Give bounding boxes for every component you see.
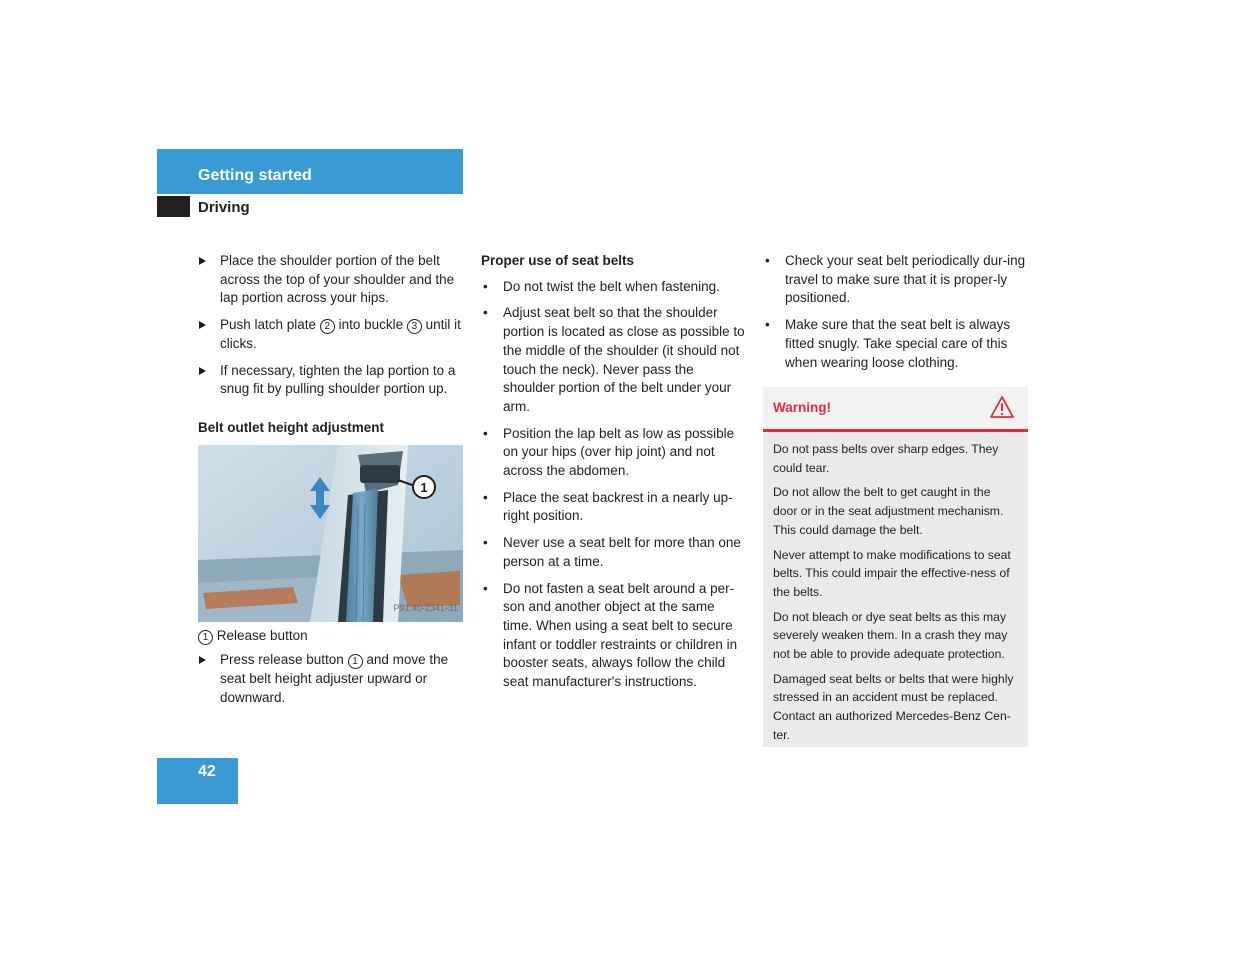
step-text: Place the shoulder portion of the belt across the top of your shoulder and the lap portion across your hips. (220, 253, 455, 306)
caption-text: Release button (216, 627, 308, 643)
warning-box (763, 387, 1028, 747)
step-text: If necessary, tighten the lap portion to a snug fit by pulling shoulder portion up. (220, 362, 456, 397)
step-text: and move the seat belt height adjuster upward or downward. (220, 652, 449, 705)
chapter-title: Getting started (198, 167, 312, 184)
figure-code: P91.40-2341-31 (393, 602, 458, 613)
page-number: 42 (198, 763, 216, 780)
warning-triangle-icon (989, 395, 1015, 419)
step-text: until it clicks. (220, 317, 461, 351)
bullet-text: Never use a seat belt for more than one person at a time. (503, 535, 741, 569)
instruction-step (198, 362, 463, 399)
callout-number: 1 (348, 654, 363, 669)
step-text: Press release button (220, 652, 348, 668)
section-marker (157, 196, 190, 217)
instruction-step (198, 252, 463, 308)
figure-caption (198, 627, 463, 646)
figure-callout-1: 1 (420, 479, 428, 495)
warning-body (763, 432, 1028, 745)
bullet-item (481, 278, 746, 297)
warning-paragraph: Do not pass belts over sharp edges. They could tear. (773, 442, 999, 475)
section-title: Driving (198, 199, 250, 216)
bullet-item (763, 252, 1029, 308)
step-arrow-icon (199, 321, 206, 329)
bullet-icon: • (483, 580, 488, 596)
step-text: into buckle (334, 317, 407, 333)
callout-number: 2 (320, 319, 335, 334)
bullet-icon: • (483, 278, 488, 294)
belt-adjuster-image (198, 445, 463, 622)
instruction-step (198, 316, 463, 353)
column-right (763, 252, 1029, 380)
bullet-text: Do not fasten a seat belt around a per-son and another object at the same time. When using a seat belt to secure infant or toddler restraints or children in booster seats, always follow the child seat manufacturer's instructions. (503, 580, 738, 690)
bullet-item (481, 534, 746, 571)
warning-paragraph: Do not bleach or dye seat belts as this may severely weaken them. In a crash they may not be able to provide adequate protection. (773, 609, 1008, 662)
bullet-item (481, 304, 746, 416)
bullet-text: Adjust seat belt so that the shoulder portion is located as close as possible to the middle of the shoulder (it should not touch the neck). Never pass the shoulder portion of the belt under your arm. (503, 305, 745, 414)
bullet-item (481, 489, 746, 526)
warning-title: Warning! (773, 400, 831, 415)
warning-paragraph: Damaged seat belts or belts that were highly stressed in an accident must be replaced. Contact an authorized Mercedes-Benz Cen-ter. (773, 671, 1014, 742)
column-middle (481, 252, 746, 700)
step-text: Push latch plate (220, 317, 320, 333)
bullet-icon: • (483, 535, 488, 551)
warning-header (763, 387, 1028, 432)
warning-paragraph: Do not allow the belt to get caught in the door or in the seat adjustment mechanism. This could damage the belt. (773, 485, 1004, 537)
bullet-item (481, 425, 746, 481)
bullet-icon: • (483, 305, 488, 321)
bullet-text: Place the seat backrest in a nearly up-right position. (503, 489, 733, 524)
bullet-text: Check your seat belt periodically dur-ing travel to make sure that it is proper-ly positioned. (785, 253, 1026, 306)
callout-number: 3 (407, 319, 422, 334)
bullet-text: Make sure that the seat belt is always fitted snugly. Take special care of this when wearing loose clothing. (785, 317, 1011, 370)
subheading: Proper use of seat belts (481, 253, 635, 268)
callout-number: 1 (198, 630, 213, 645)
instruction-step (198, 651, 463, 707)
subheading: Belt outlet height adjustment (198, 419, 385, 435)
bullet-icon: • (765, 253, 770, 268)
step-arrow-icon (199, 656, 206, 664)
bullet-icon: • (483, 489, 488, 505)
belt-adjuster-illustration (198, 445, 463, 622)
step-arrow-icon (199, 367, 206, 375)
bullet-icon: • (765, 317, 770, 333)
warning-paragraph: Never attempt to make modifications to seat belts. This could impair the effective-ness of the belts. (773, 547, 1011, 599)
step-arrow-icon (199, 257, 206, 265)
column-left (198, 252, 463, 715)
bullet-item (481, 580, 746, 692)
bullet-text: Position the lap belt as low as possible on your hips (over hip joint) and not across the abdomen. (503, 425, 735, 479)
bullet-item (763, 316, 1029, 372)
bullet-text: Do not twist the belt when fastening. (503, 278, 720, 294)
bullet-icon: • (483, 425, 488, 441)
